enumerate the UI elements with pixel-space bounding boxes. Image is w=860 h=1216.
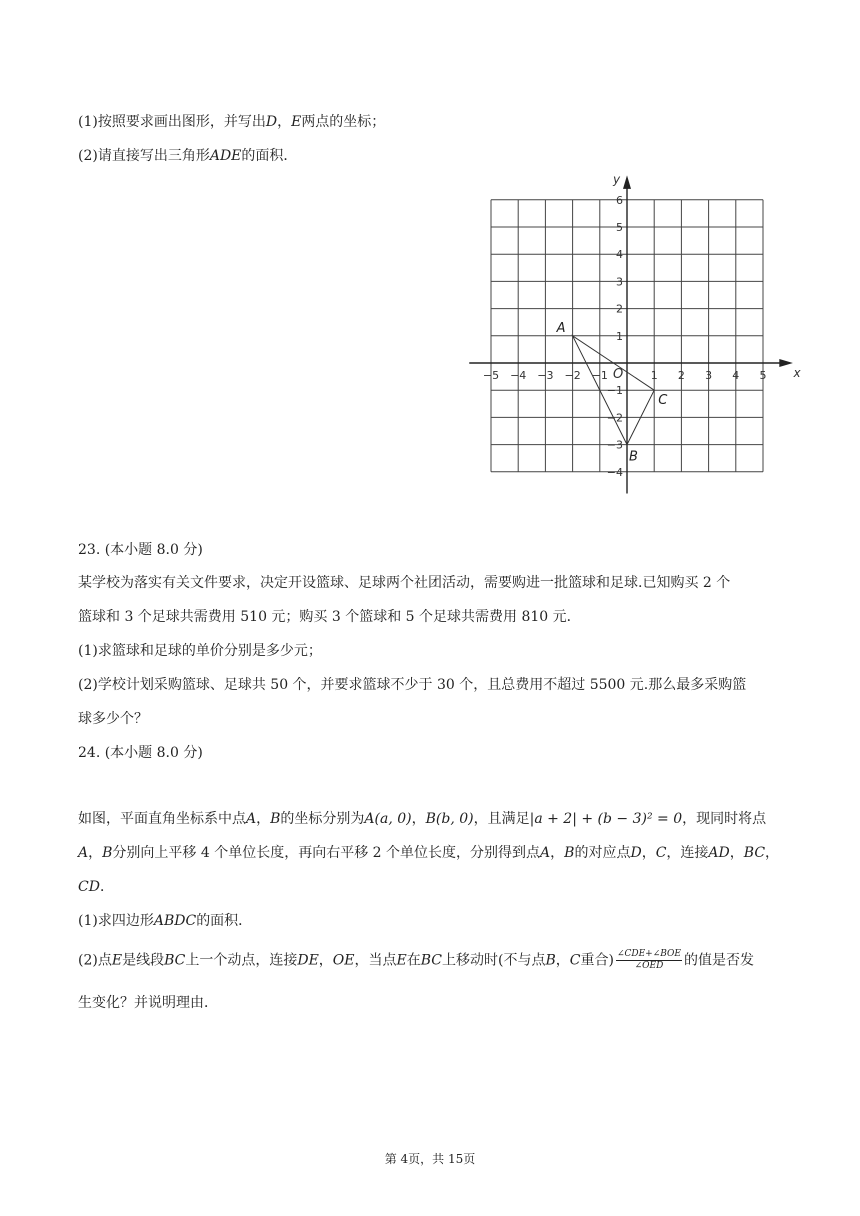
point-label-a: A — [556, 320, 566, 336]
y-tick-label: 6 — [616, 193, 623, 207]
q24-part2-cont: 生变化？并说明理由． — [78, 995, 218, 1011]
x-tick-label: −4 — [510, 369, 527, 382]
y-tick-label: 2 — [616, 302, 623, 316]
x-tick-label: −3 — [537, 369, 554, 382]
y-tick-label: −3 — [606, 438, 623, 452]
q24-line3: CD． — [78, 879, 114, 895]
q23-line1: 某学校为落实有关文件要求，决定开设篮球、足球两个社团活动，需要购进一批篮球和足球.已知购买 2 个 — [78, 575, 731, 591]
y-tick-label: −2 — [606, 411, 623, 425]
x-axis-arrow — [779, 359, 793, 367]
origin-label: O — [613, 367, 624, 382]
y-tick-label: 4 — [616, 248, 623, 262]
q23-line2: 篮球和 3 个足球共需费用 510 元；购买 3 个篮球和 5 个足球共需费用 810 元． — [78, 609, 581, 625]
y-axis-label: y — [613, 172, 621, 187]
x-axis-label: x — [793, 366, 801, 380]
x-tick-label: 3 — [705, 369, 713, 382]
q24-line1: 如图，平面直角坐标系中点A，B的坐标分别为A(a, 0)，B(b, 0)，且满足|a + 2| + (b − 3)² = 0，现同时将点 — [78, 811, 767, 827]
tick-labels — [483, 172, 802, 478]
y-tick-label: −4 — [606, 465, 623, 479]
x-tick-label: 1 — [650, 369, 658, 382]
point-label-c: C — [658, 393, 668, 409]
q23-part2b: 球多少个？ — [78, 711, 148, 727]
q24-line2: A，B分别向上平移 4 个单位长度，再向右平移 2 个单位长度，分别得到点A，B的对应点D，C，连接AD，BC， — [78, 845, 780, 861]
q24-header: 24. (本小题 8.0 分) — [78, 745, 203, 761]
q22-part2: (2)请直接写出三角形ADE的面积． — [78, 148, 298, 164]
x-tick-label: 4 — [732, 369, 740, 382]
y-tick-label: 1 — [616, 329, 623, 343]
q24-part2: (2)点E是线段BC上一个动点，连接DE，OE，当点E在BC上移动时(不与点B，C重合) $\frac{\text{∠CDE+∠BOE}}{\text{∠OED}}$ 的值是否发 — [78, 949, 754, 971]
point-label-b: B — [629, 449, 638, 465]
x-tick-label: −2 — [564, 369, 581, 382]
q24-part1: (1)求四边形ABDC的面积． — [78, 913, 253, 929]
y-axis-arrow — [623, 175, 631, 189]
q22-part1: (1)按照要求画出图形，并写出D，E两点的坐标； — [78, 114, 386, 130]
x-tick-label: −1 — [591, 369, 608, 382]
y-tick-label: 3 — [616, 275, 623, 289]
coordinate-grid-figure — [460, 170, 801, 500]
x-tick-label: 5 — [759, 369, 767, 382]
q23-header: 23. (本小题 8.0 分) — [78, 542, 203, 558]
angle-fraction: $\frac{\text{∠CDE+∠BOE}}{\text{∠OED}}$ — [616, 949, 681, 971]
x-tick-label: 2 — [677, 369, 685, 382]
y-tick-label: −1 — [606, 384, 623, 398]
x-tick-label: −5 — [482, 369, 500, 382]
y-tick-label: 5 — [616, 221, 623, 234]
page-footer: 第 4页，共 15页 — [384, 1152, 476, 1166]
q23-part2a: (2)学校计划采购篮球、足球共 50 个，并要求篮球不少于 30 个，且总费用不超过 5500 元.那么最多采购篮 — [78, 677, 747, 693]
q23-part1: (1)求篮球和足球的单价分别是多少元； — [78, 643, 322, 659]
